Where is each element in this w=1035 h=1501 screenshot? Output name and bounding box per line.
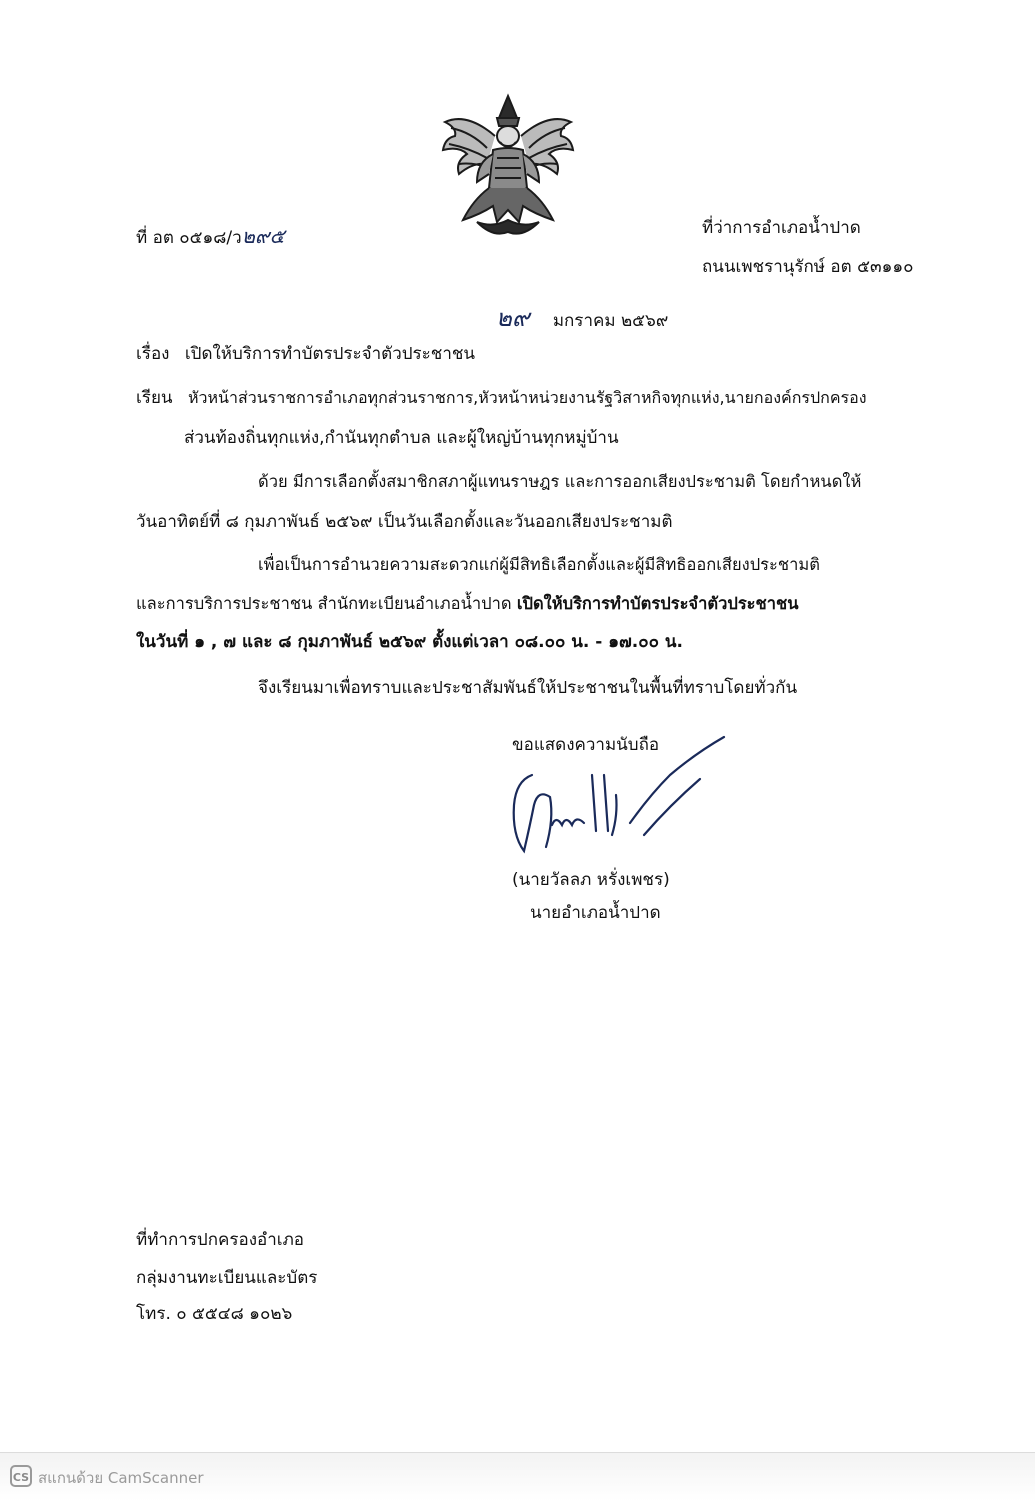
scanner-watermark-bar: [0, 1452, 1035, 1501]
closing-greeting: ขอแสดงความนับถือ: [512, 735, 660, 755]
reference-number: [136, 226, 285, 247]
handwritten-signature: [500, 735, 730, 885]
camscanner-label: สแกนด้วย CamScanner: [38, 1469, 204, 1487]
paragraph2-line2-normal: และการบริการประชาชน สำนักทะเบียนอำเภอน้ำปาด: [136, 594, 517, 613]
footer-office: ที่ทำการปกครองอำเภอ: [136, 1230, 305, 1250]
paragraph2-line2: [136, 596, 799, 613]
footer-phone: โทร. ๐ ๕๕๔๘ ๑๐๒๖: [136, 1304, 293, 1324]
recipient-text-line2: ส่วนท้องถิ่นทุกแห่ง,กำนันทุกตำบล และผู้ใหญ่บ้านทุกหมู่บ้าน: [184, 428, 619, 448]
footer-department: กลุ่มงานทะเบียนและบัตร: [136, 1268, 318, 1288]
paragraph2-line2-bold: เปิดให้บริการทำบัตรประจำตัวประชาชน: [516, 594, 799, 613]
recipient-label: เรียน: [136, 388, 173, 408]
recipient-line1: [136, 390, 867, 407]
letter-date: [496, 306, 668, 330]
reference-number-handwritten: ๒๙๕: [241, 224, 285, 248]
office-address-line1: ที่ว่าการอำเภอน้ำปาด: [702, 218, 861, 238]
reference-prefix: ที่ อต ๐๕๑๘/ว: [136, 228, 242, 248]
camscanner-logo-icon: CS: [10, 1465, 32, 1487]
recipient-text-line1: หัวหน้าส่วนราชการอำเภอทุกส่วนราชการ,หัวหน้าหน่วยงานรัฐวิสาหกิจทุกแห่ง,นายกองค์กรปกครอง: [187, 388, 867, 407]
office-address-line2: ถนนเพชรานุรักษ์ อต ๕๓๑๑๐: [702, 257, 914, 277]
subject-line: [136, 346, 475, 363]
garuda-emblem: [437, 92, 579, 242]
paragraph2-line3: [136, 634, 683, 651]
date-day-handwritten: ๒๙: [496, 304, 530, 332]
subject-text: เปิดให้บริการทำบัตรประจำตัวประชาชน: [184, 344, 476, 364]
service-dates-bold: ในวันที่ ๑ , ๗ และ ๘ กุมภาพันธ์ ๒๕๖๙ ตั้งแต่เวลา ๐๘.๐๐ น. - ๑๗.๐๐ น.: [136, 632, 684, 652]
paragraph1-line1: ด้วย มีการเลือกตั้งสมาชิกสภาผู้แทนราษฎร และการออกเสียงประชามติ โดยกำหนดให้: [258, 472, 862, 491]
paragraph1-line2: วันอาทิตย์ที่ ๘ กุมภาพันธ์ ๒๕๖๙ เป็นวันเลือกตั้งและวันออกเสียงประชามติ: [136, 512, 673, 532]
paragraph3: จึงเรียนมาเพื่อทราบและประชาสัมพันธ์ให้ประชาชนในพื้นที่ทราบโดยทั่วกัน: [258, 678, 798, 698]
paragraph2-line1: เพื่อเป็นการอำนวยความสะดวกแก่ผู้มีสิทธิเลือกตั้งและผู้มีสิทธิออกเสียงประชามติ: [258, 555, 820, 574]
date-month-year: มกราคม ๒๕๖๙: [552, 311, 669, 331]
signer-name: (นายวัลลภ หรั่งเพชร): [512, 870, 670, 890]
signer-title: นายอำเภอน้ำปาด: [530, 903, 661, 923]
subject-label: เรื่อง: [136, 344, 170, 364]
